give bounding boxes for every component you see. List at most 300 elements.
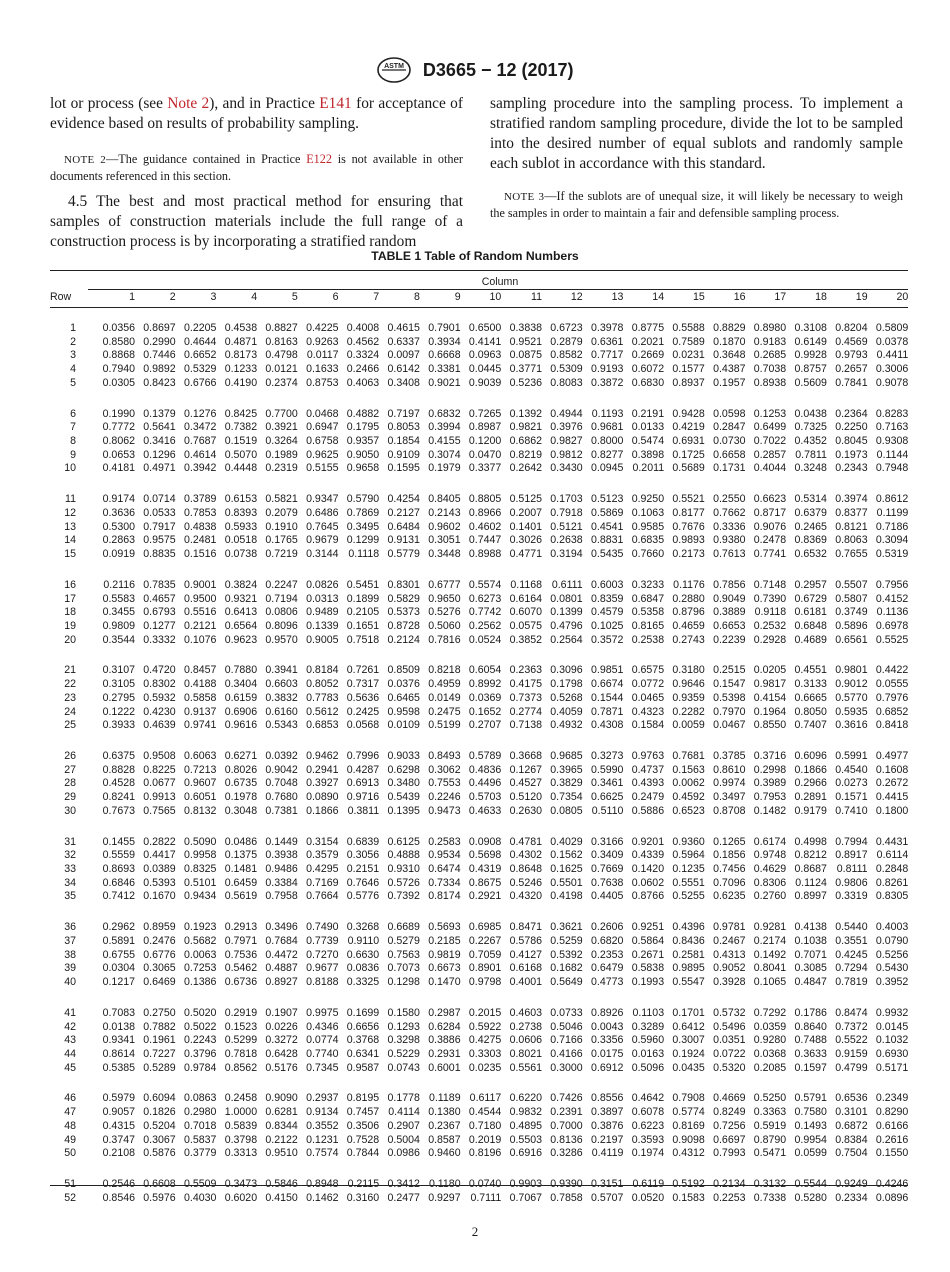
table-cell: 0.3749 (835, 606, 868, 619)
table-cell: 0.4198 (550, 890, 583, 903)
table-cell: 0.9625 (306, 448, 339, 461)
table-cell: 0.7163 (875, 421, 909, 434)
table-cell: 0.9763 (631, 750, 665, 762)
table-cell: 0.9039 (468, 376, 502, 389)
table-cell: 0.6149 (794, 335, 827, 348)
table-cell: 0.2079 (265, 506, 298, 519)
table-cell: 0.1038 (794, 934, 827, 947)
table-cell: 0.1193 (591, 407, 624, 420)
table-cell: 0.9801 (835, 664, 868, 677)
table-cell: 0.8697 (143, 322, 176, 334)
table-bottom-rule (50, 1185, 908, 1186)
table-cell: 0.7717 (590, 349, 624, 362)
table-cell: 0.4798 (265, 349, 298, 362)
table-row (50, 777, 908, 791)
table-cell: 0.5439 (387, 791, 420, 804)
table-cell: 0.7219 (265, 548, 298, 561)
column-header-19: 19 (855, 291, 868, 303)
table-cell: 0.6484 (387, 520, 420, 533)
table-cell: 0.9602 (428, 520, 461, 533)
table-cell: 0.1455 (102, 835, 135, 848)
table-cell: 0.6766 (183, 376, 217, 389)
table-cell: 0.5829 (387, 592, 420, 605)
table-cell: 0.3942 (183, 462, 217, 475)
table-cell: 0.5869 (590, 506, 624, 519)
table-cell: 0.9658 (346, 462, 380, 475)
table-cell: 0.4496 (468, 777, 502, 790)
table-cell: 0.0722 (713, 1047, 746, 1060)
table-cell: 0.5896 (835, 619, 868, 632)
table-cell: 0.2564 (550, 633, 583, 646)
table-cell: 0.7739 (306, 934, 339, 947)
table-cell: 0.5110 (591, 804, 624, 817)
table-cell: 0.7022 (753, 435, 787, 448)
table-cell: 0.2476 (143, 934, 176, 947)
table-cell: 0.8766 (631, 890, 665, 903)
table-cell: 0.5776 (346, 890, 380, 903)
table-cell: 0.2267 (468, 934, 502, 947)
table-cell: 0.3065 (143, 962, 176, 975)
table-row (50, 534, 908, 548)
table-cell: 0.5525 (875, 633, 909, 646)
table-cell: 0.4773 (590, 976, 624, 989)
table-cell: 0.1222 (102, 705, 135, 718)
table-cell: 0.9052 (713, 962, 746, 975)
table-cell: 0.7844 (346, 1147, 380, 1160)
table-cell: 0.7918 (550, 506, 583, 519)
table-cell: 0.3381 (428, 363, 461, 376)
table-row (50, 507, 908, 521)
table-cell: 0.4308 (590, 719, 624, 732)
table-cell: 0.4932 (550, 719, 583, 732)
table-cell: 0.5551 (672, 876, 705, 889)
table-cell: 0.9281 (753, 921, 787, 934)
column-header-15: 15 (693, 291, 705, 303)
table-cell: 0.5791 (794, 1092, 827, 1105)
table-cell: 0.7917 (143, 520, 176, 533)
table-cell: 0.8728 (387, 619, 420, 632)
table-cell: 0.8493 (428, 750, 461, 762)
table-cell: 0.9380 (713, 534, 746, 547)
table-cell: 0.0235 (468, 1061, 502, 1074)
table-cell: 0.0730 (713, 435, 746, 448)
table-cell: 0.7253 (183, 962, 217, 975)
table-row (50, 805, 908, 819)
table-cell: 0.4114 (388, 1106, 420, 1119)
table-row (50, 678, 908, 692)
table-cell: 0.6499 (753, 421, 787, 434)
column-header-4: 4 (251, 291, 258, 303)
table-cell: 0.7638 (590, 876, 624, 889)
table-cell: 0.9681 (590, 421, 624, 434)
table-cell: 0.8796 (672, 606, 705, 619)
table-cell: 0.5300 (102, 520, 135, 533)
table-cell: 0.6630 (346, 948, 380, 961)
table-row (50, 750, 908, 764)
e141-link[interactable]: E141 (319, 95, 352, 112)
table-cell: 0.4323 (631, 705, 665, 718)
table-cell: 0.3593 (631, 1133, 665, 1146)
table-cell: 0.0273 (835, 777, 868, 790)
table-cell: 0.7338 (753, 1191, 787, 1204)
table-cell: 0.1392 (509, 407, 542, 420)
table-cell: 0.8225 (143, 763, 176, 776)
table-cell: 0.5123 (590, 493, 624, 506)
table-cell: 0.9183 (753, 335, 787, 348)
table-cell: 0.7853 (183, 506, 217, 519)
table-cell: 0.1923 (183, 921, 217, 934)
table-cell: 0.3461 (590, 777, 624, 790)
table-cell: 0.4472 (265, 948, 298, 961)
table-cell: 0.1420 (631, 863, 665, 876)
table-cell: 0.1924 (672, 1047, 705, 1060)
table-cell: 0.7382 (224, 421, 258, 434)
table-cell: 0.8204 (835, 322, 868, 334)
column-header-13: 13 (611, 291, 624, 303)
table-cell: 0.9486 (265, 863, 298, 876)
table-cell: 0.7096 (713, 876, 746, 889)
table-cell: 0.3313 (224, 1147, 258, 1160)
row-number: 1 (70, 322, 76, 334)
table-cell: 0.0919 (102, 548, 135, 561)
table-cell: 0.1651 (346, 619, 380, 632)
table-cell: 0.4287 (346, 763, 380, 776)
table-cell: 0.8384 (835, 1133, 868, 1146)
table-cell: 0.6298 (387, 763, 420, 776)
table-cell: 0.8471 (509, 921, 542, 934)
table-cell: 0.1293 (387, 1020, 420, 1033)
table-cell: 0.7372 (835, 1020, 868, 1033)
paragraph-stratified-sampling: sampling procedure into the sampling process. To implement a stratified random sampling procedure, divide the lot to be sampled into the desired number of equal sublots and randomly sample each sublot in accordance with this standard. (490, 95, 903, 172)
table-cell: 0.6070 (509, 606, 542, 619)
table-cell: 0.5121 (550, 520, 583, 533)
table-cell: 0.8277 (590, 448, 624, 461)
table-cell: 0.8717 (753, 506, 787, 519)
table-cell: 0.9679 (306, 534, 339, 547)
table-cell: 0.0896 (875, 1191, 909, 1204)
table-cell: 0.3974 (835, 493, 868, 506)
table-cell: 0.6872 (835, 1119, 868, 1132)
table-cell: 0.8828 (102, 763, 135, 776)
table-cell: 0.9646 (672, 678, 705, 691)
table-cell: 0.3768 (346, 1034, 380, 1047)
table-cell: 0.7166 (550, 1034, 583, 1047)
table-cell: 0.6561 (835, 633, 868, 646)
table-cell: 0.2774 (509, 705, 542, 718)
table-cell: 0.6862 (509, 435, 542, 448)
table-cell: 0.7446 (143, 349, 176, 362)
table-cell: 0.1492 (753, 948, 787, 961)
table-cell: 0.2606 (590, 921, 624, 934)
table-cell: 0.3272 (265, 1034, 298, 1047)
table-cell: 0.6117 (469, 1092, 502, 1105)
table-cell: 0.3771 (509, 363, 542, 376)
table-cell: 0.4155 (428, 435, 461, 448)
table-cell: 0.5192 (672, 1178, 705, 1190)
table-cell: 0.4871 (224, 335, 258, 348)
table-cell: 0.2937 (306, 1092, 339, 1105)
table-cell: 0.0359 (753, 1020, 787, 1033)
table-cell: 0.3876 (590, 1119, 624, 1132)
column-header-8: 8 (413, 291, 420, 303)
table-cell: 0.7317 (346, 678, 380, 691)
table-cell: 0.5922 (468, 1020, 502, 1033)
table-cell: 0.0378 (875, 335, 909, 348)
table-cell: 0.5858 (183, 691, 217, 704)
table-cell: 0.9784 (183, 1061, 217, 1074)
table-cell: 0.2966 (794, 777, 827, 790)
table-cell: 0.1386 (183, 976, 217, 989)
table-cell: 0.7680 (265, 791, 298, 804)
table-body (50, 0, 908, 1272)
table-cell: 0.3544 (102, 633, 135, 646)
table-cell: 0.7673 (102, 804, 135, 817)
table-cell: 0.0133 (631, 421, 665, 434)
table-cell: 0.0109 (387, 719, 420, 732)
table-cell: 0.5838 (631, 962, 665, 975)
table-cell: 0.0714 (143, 493, 176, 506)
table-cell: 0.8753 (306, 376, 339, 389)
table-cell: 0.6523 (672, 804, 705, 817)
table-cell: 0.7580 (794, 1106, 827, 1119)
table-cell: 0.0863 (183, 1092, 217, 1105)
table-cell: 0.6564 (224, 619, 258, 632)
table-row (50, 349, 908, 363)
table-cell: 0.5398 (713, 691, 746, 704)
table-cell: 0.3416 (143, 435, 176, 448)
table-cell: 0.1670 (143, 890, 176, 903)
table-cell: 0.7111 (470, 1191, 502, 1204)
table-cell: 0.1379 (143, 407, 176, 420)
table-cell: 0.8587 (428, 1133, 461, 1146)
table-cell: 0.1298 (387, 976, 420, 989)
table-cell: 0.4246 (875, 1178, 909, 1190)
table-cell: 0.4320 (509, 890, 542, 903)
table-cell: 0.9827 (550, 435, 583, 448)
table-row (50, 764, 908, 778)
table-cell: 0.9975 (306, 1006, 339, 1019)
table-cell: 0.9974 (713, 777, 746, 790)
table-cell: 0.7073 (387, 962, 420, 975)
table-cell: 0.4799 (835, 1061, 868, 1074)
table-row (50, 449, 908, 463)
table-cell: 0.1633 (306, 363, 339, 376)
table-cell: 0.7976 (875, 691, 909, 704)
table-cell: 0.6777 (428, 578, 461, 591)
table-cell: 0.0351 (713, 1034, 746, 1047)
table-cell: 0.7000 (550, 1119, 583, 1132)
table-cell: 0.3430 (550, 462, 583, 475)
table-cell: 0.7194 (265, 592, 298, 605)
table-cell: 0.7553 (428, 777, 461, 790)
table-cell: 0.3448 (428, 548, 461, 561)
table-cell: 0.4633 (468, 804, 502, 817)
table-cell: 0.2349 (875, 1092, 909, 1105)
table-cell: 0.1065 (753, 976, 787, 989)
table-cell: 0.2795 (102, 691, 135, 704)
table-cell: 0.8648 (509, 863, 542, 876)
table-cell: 0.2987 (428, 1006, 461, 1019)
table-cell: 0.3248 (794, 462, 827, 475)
table-cell: 0.4245 (835, 948, 868, 961)
table-cell: 0.0524 (468, 633, 502, 646)
table-cell: 0.9174 (102, 493, 135, 506)
table-cell: 0.0733 (550, 1006, 583, 1019)
table-cell: 0.2015 (468, 1006, 502, 1019)
table-cell: 0.3408 (387, 376, 420, 389)
table-cell: 0.4720 (143, 664, 176, 677)
table-cell: 0.2990 (143, 335, 176, 348)
table-cell: 0.6051 (183, 791, 217, 804)
table-cell: 0.7325 (794, 421, 827, 434)
row-number: 26 (64, 750, 76, 762)
table-cell: 0.9913 (143, 791, 176, 804)
table-cell: 0.4644 (183, 335, 217, 348)
table-cell: 0.5440 (835, 921, 868, 934)
table-cell: 0.3716 (753, 750, 787, 762)
table-cell: 0.0890 (306, 791, 339, 804)
table-cell: 0.2863 (102, 534, 135, 547)
table-cell: 0.1625 (550, 863, 583, 876)
table-cell: 0.2921 (468, 890, 502, 903)
table-cell: 0.1856 (713, 849, 746, 862)
table-cell: 0.4319 (468, 863, 502, 876)
table-cell: 0.4127 (509, 948, 542, 961)
table-cell: 0.3994 (428, 421, 461, 434)
table-cell: 0.8980 (753, 322, 787, 334)
table-cell: 0.4592 (672, 791, 705, 804)
table-cell: 0.0163 (631, 1047, 665, 1060)
table-cell: 0.3551 (835, 934, 868, 947)
table-cell: 0.9821 (509, 421, 542, 434)
table-cell: 0.8290 (875, 1106, 909, 1119)
table-cell: 0.7816 (428, 633, 461, 646)
table-cell: 0.0205 (753, 664, 787, 677)
table-cell: 0.6608 (143, 1178, 176, 1190)
row-number: 3 (70, 349, 76, 362)
table-cell: 0.6931 (672, 435, 705, 448)
table-cell: 0.7835 (143, 578, 176, 591)
table-cell: 0.4230 (143, 705, 176, 718)
table-cell: 0.1299 (346, 534, 380, 547)
table-cell: 0.3989 (753, 777, 787, 790)
table-cell: 0.3852 (509, 633, 542, 646)
table-cell: 0.5256 (875, 948, 909, 961)
table-cell: 0.8831 (590, 534, 624, 547)
table-cell: 0.4544 (468, 1106, 502, 1119)
table-cell: 0.4944 (550, 407, 583, 420)
table-cell: 0.0599 (794, 1147, 827, 1160)
table-cell: 0.2822 (143, 835, 176, 848)
table-cell: 0.9817 (753, 678, 787, 691)
table-cell: 0.3978 (590, 322, 624, 334)
table-row (50, 935, 908, 949)
table-cell: 0.2478 (753, 534, 787, 547)
note-2-link[interactable]: Note 2 (167, 95, 210, 112)
table-cell: 0.1267 (509, 763, 542, 776)
table-cell: 0.5612 (306, 705, 339, 718)
table-cell: 0.9893 (672, 534, 705, 547)
table-cell: 0.6078 (631, 1106, 665, 1119)
table-cell: 0.0231 (672, 349, 705, 362)
table-cell: 0.2458 (224, 1092, 258, 1105)
table-cell: 0.4346 (306, 1020, 339, 1033)
table-cell: 0.7908 (672, 1092, 705, 1105)
table-cell: 0.0520 (631, 1191, 665, 1204)
table-row (50, 1007, 908, 1021)
table-cell: 0.5229 (387, 1047, 420, 1060)
table-cell: 0.3872 (590, 376, 624, 389)
table-cell: 0.0226 (265, 1020, 298, 1033)
table-cell: 0.6111 (551, 578, 583, 591)
table-row (50, 1106, 908, 1120)
table-cell: 0.3976 (550, 421, 583, 434)
table-cell: 0.3506 (346, 1119, 380, 1132)
table-cell: 0.1470 (428, 976, 461, 989)
table-cell: 0.6852 (875, 705, 909, 718)
table-cell: 0.6125 (387, 835, 420, 848)
table-cell: 0.3067 (143, 1133, 176, 1146)
table-cell: 0.2116 (103, 578, 135, 591)
table-cell: 0.4615 (387, 322, 420, 334)
table-cell: 0.3668 (509, 750, 542, 762)
table-cell: 0.5619 (224, 890, 258, 903)
table-cell: 0.2246 (428, 791, 461, 804)
table-cell: 0.5435 (590, 548, 624, 561)
table-cell: 0.1550 (875, 1147, 909, 1160)
table-cell: 0.1562 (550, 849, 583, 862)
table-cell: 0.6673 (428, 962, 461, 975)
table-cell: 0.1571 (835, 791, 868, 804)
table-cell: 0.0043 (590, 1020, 624, 1033)
table-cell: 0.4415 (875, 791, 909, 804)
table-cell: 0.0175 (590, 1047, 624, 1060)
row-number: 41 (64, 1006, 76, 1019)
table-cell: 0.7856 (713, 578, 746, 591)
table-cell: 0.8966 (468, 506, 502, 519)
table-cell: 0.3144 (306, 548, 339, 561)
table-cell: 0.1235 (672, 863, 705, 876)
e122-link[interactable]: E122 (306, 152, 332, 166)
table-cell: 0.4219 (672, 421, 705, 434)
table-cell: 0.4629 (753, 863, 787, 876)
table-cell: 0.5022 (183, 1020, 217, 1033)
table-cell: 0.7662 (713, 506, 746, 519)
table-cell: 0.4971 (143, 462, 176, 475)
row-number: 21 (64, 664, 76, 677)
table-cell: 0.8987 (468, 421, 502, 434)
table-cell: 0.7655 (835, 548, 868, 561)
table-cell: 0.1652 (468, 705, 502, 718)
table-cell: 0.3356 (590, 1034, 624, 1047)
table-cell: 0.8241 (102, 791, 135, 804)
table-cell: 0.2115 (347, 1178, 380, 1190)
table-cell: 0.0468 (306, 407, 339, 420)
table-cell: 0.7772 (102, 421, 135, 434)
paragraph-4-5: 4.5 The best and most practical method for ensuring that samples of construction materials include the full range of a construction process is by incorporating a stratified random (50, 193, 463, 250)
table-cell: 0.6486 (306, 506, 339, 519)
table-cell: 0.3789 (183, 493, 217, 506)
row-number: 28 (64, 777, 76, 790)
row-number: 51 (64, 1178, 76, 1190)
table-cell: 0.4063 (346, 376, 380, 389)
table-cell: 0.5320 (713, 1061, 746, 1074)
table-cell: 0.8614 (102, 1047, 135, 1060)
table-cell: 0.2669 (631, 349, 665, 362)
table-cell: 0.7958 (265, 890, 298, 903)
text-run: is not available in other documents referenced in this section. (50, 152, 463, 183)
table-cell: 0.4959 (428, 678, 461, 691)
